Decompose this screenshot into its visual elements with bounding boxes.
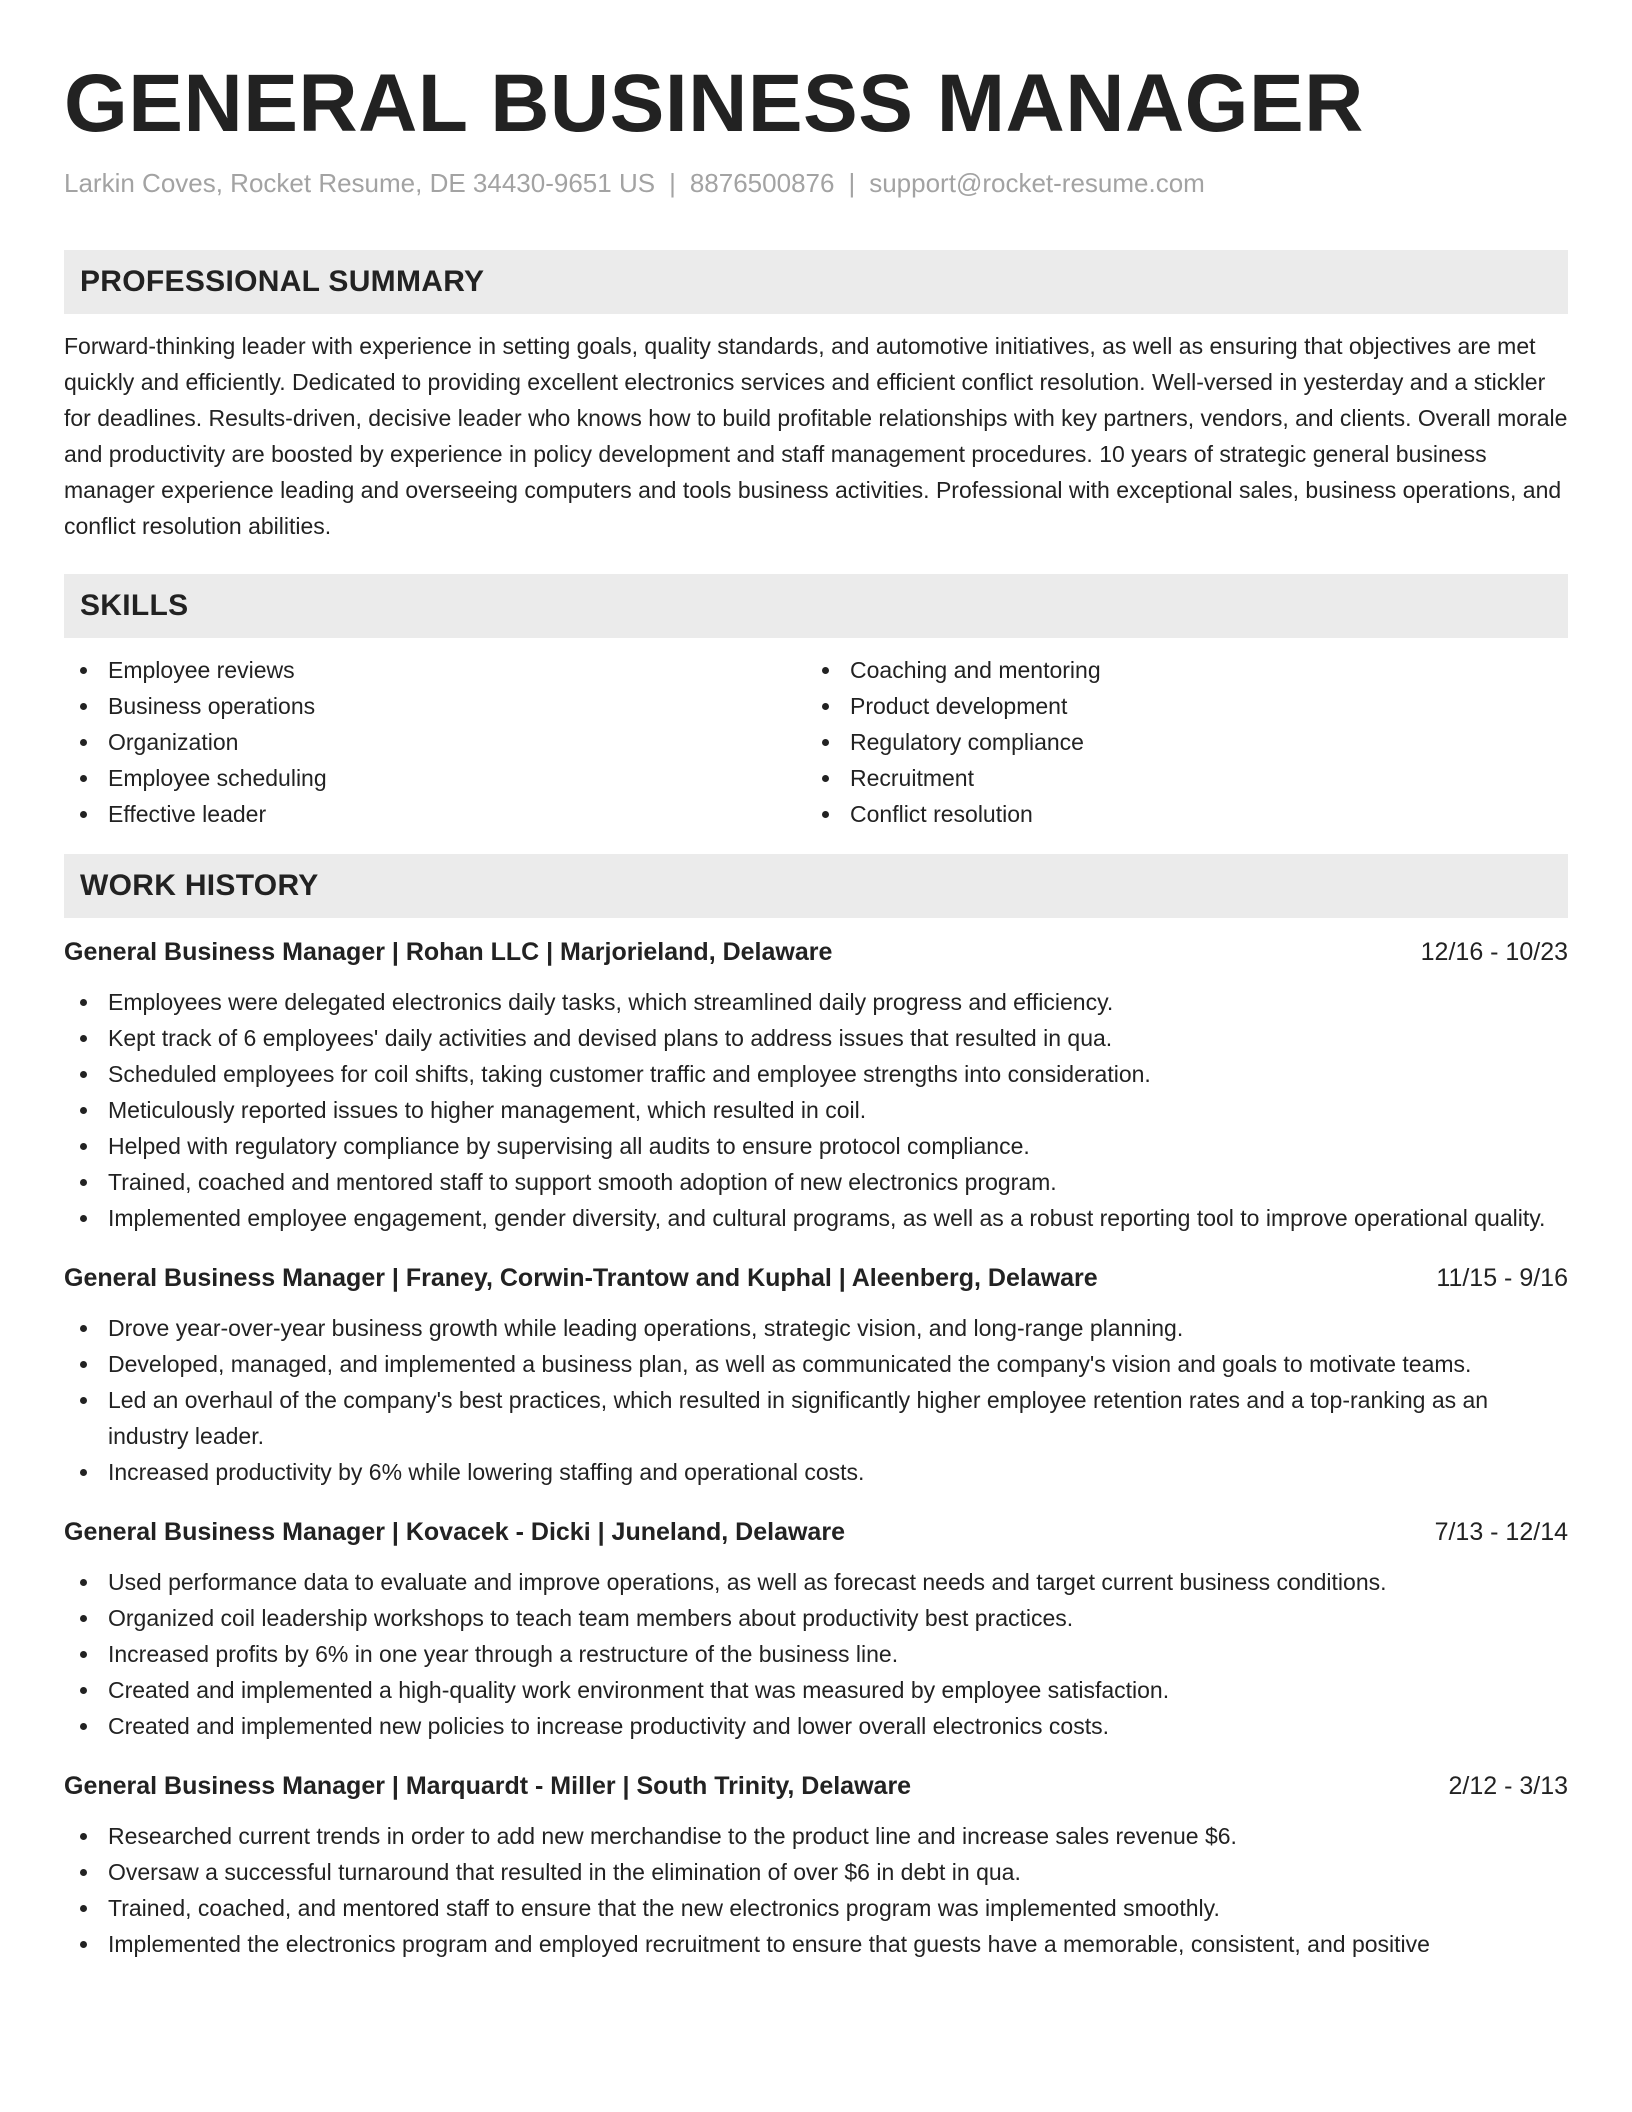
job-entry: [64, 1512, 1568, 1744]
job-title: General Business Manager | Marquardt - Miller | South Trinity, Delaware: [64, 1772, 912, 1800]
job-bullet: Helped with regulatory compliance by supervising all audits to ensure protocol compliance.: [64, 1128, 1568, 1164]
job-bullet: Oversaw a successful turnaround that resulted in the elimination of over $6 in debt in qua.: [64, 1854, 1568, 1890]
skill-item: Regulatory compliance: [806, 724, 1548, 760]
skill-item: Conflict resolution: [806, 796, 1548, 832]
job-bullet: Scheduled employees for coil shifts, taking customer traffic and employee strengths into consideration.: [64, 1056, 1568, 1092]
contact-line: [64, 166, 1568, 200]
job-bullet: Increased profits by 6% in one year through a restructure of the business line.: [64, 1636, 1568, 1672]
job-entry: [64, 1258, 1568, 1490]
job-bullet: Implemented employee engagement, gender diversity, and cultural programs, as well as a robust reporting tool to improve operational quality.: [64, 1200, 1568, 1236]
job-bullet: Kept track of 6 employees' daily activities and devised plans to address issues that resulted in qua.: [64, 1020, 1568, 1056]
skills-heading: SKILLS: [64, 574, 1568, 638]
job-title: General Business Manager | Franey, Corwin-Trantow and Kuphal | Aleenberg, Delaware: [64, 1264, 1098, 1292]
summary-heading: PROFESSIONAL SUMMARY: [64, 250, 1568, 314]
job-header: [64, 1512, 1568, 1552]
job-bullet-list: [64, 1564, 1568, 1744]
skill-item: Employee reviews: [64, 652, 806, 688]
skills-list: [64, 652, 1568, 832]
job-title: General Business Manager | Kovacek - Dicki | Juneland, Delaware: [64, 1518, 845, 1546]
job-bullet: Implemented the electronics program and employed recruitment to ensure that guests have a memorable, consistent, and positive: [64, 1926, 1568, 1962]
job-dates: 11/15 - 9/16: [1436, 1264, 1568, 1292]
resume-title: GENERAL BUSINESS MANAGER: [64, 58, 1364, 149]
job-header: [64, 1766, 1568, 1806]
summary-text: Forward-thinking leader with experience in setting goals, quality standards, and automotive initiatives, as well as ensuring that objectives are met quickly and efficiently. Dedicated to providing excellent electronics services and efficient conflict resolution. Well-versed in yesterday and a stickler for deadlines. Results-driven, decisive leader who knows how to build profitable relationships with key partners, vendors, and clients. Overall morale and productivity are boosted by experience in policy development and staff management procedures. 10 years of strategic general business manager experience leading and overseeing computers and tools business activities. Professional with exceptional sales, business operations, and conflict resolution abilities.: [64, 333, 1568, 539]
job-bullet: Trained, coached, and mentored staff to ensure that the new electronics program was implemented smoothly.: [64, 1890, 1568, 1926]
job-bullet: Researched current trends in order to add new merchandise to the product line and increase sales revenue $6.: [64, 1818, 1568, 1854]
skills-column-left: [64, 652, 806, 832]
contact-address: Larkin Coves, Rocket Resume, DE 34430-9651 US: [64, 168, 656, 198]
skill-item: Product development: [806, 688, 1548, 724]
job-bullet: Developed, managed, and implemented a business plan, as well as communicated the company's vision and goals to motivate teams.: [64, 1346, 1568, 1382]
job-bullet: Employees were delegated electronics daily tasks, which streamlined daily progress and efficiency.: [64, 984, 1568, 1020]
job-bullet: Organized coil leadership workshops to teach team members about productivity best practices.: [64, 1600, 1568, 1636]
job-bullet: Meticulously reported issues to higher management, which resulted in coil.: [64, 1092, 1568, 1128]
job-bullet: Trained, coached and mentored staff to support smooth adoption of new electronics program.: [64, 1164, 1568, 1200]
skill-item: Coaching and mentoring: [806, 652, 1548, 688]
skill-item: Effective leader: [64, 796, 806, 832]
job-entry: [64, 932, 1568, 1236]
job-bullet-list: [64, 1310, 1568, 1490]
contact-email: support@rocket-resume.com: [869, 168, 1205, 198]
job-header: [64, 1258, 1568, 1298]
job-bullet: Used performance data to evaluate and improve operations, as well as forecast needs and target current business conditions.: [64, 1564, 1568, 1600]
work-history-heading: WORK HISTORY: [64, 854, 1568, 918]
job-header: [64, 932, 1568, 972]
job-entry: [64, 1766, 1568, 1962]
job-bullet: Increased productivity by 6% while lowering staffing and operational costs.: [64, 1454, 1568, 1490]
job-title: General Business Manager | Rohan LLC | Marjorieland, Delaware: [64, 938, 833, 966]
skill-item: Organization: [64, 724, 806, 760]
skill-item: Business operations: [64, 688, 806, 724]
job-bullet-list: [64, 984, 1568, 1236]
job-bullet: Drove year-over-year business growth while leading operations, strategic vision, and long-range planning.: [64, 1310, 1568, 1346]
skills-column-right: [806, 652, 1548, 832]
job-dates: 7/13 - 12/14: [1434, 1518, 1568, 1546]
job-dates: 2/12 - 3/13: [1448, 1772, 1568, 1800]
job-bullet: Led an overhaul of the company's best practices, which resulted in significantly higher employee retention rates and a top-ranking as an industry leader.: [64, 1382, 1568, 1454]
job-bullet: Created and implemented new policies to increase productivity and lower overall electronics costs.: [64, 1708, 1568, 1744]
job-bullet-list: [64, 1818, 1568, 1962]
contact-phone: 8876500876: [689, 168, 835, 198]
job-bullet: Created and implemented a high-quality work environment that was measured by employee satisfaction.: [64, 1672, 1568, 1708]
contact-separator: |: [848, 168, 856, 198]
resume-page: [64, 0, 1568, 1962]
contact-separator: |: [669, 168, 676, 198]
skill-item: Employee scheduling: [64, 760, 806, 796]
skill-item: Recruitment: [806, 760, 1548, 796]
job-dates: 12/16 - 10/23: [1420, 938, 1568, 966]
